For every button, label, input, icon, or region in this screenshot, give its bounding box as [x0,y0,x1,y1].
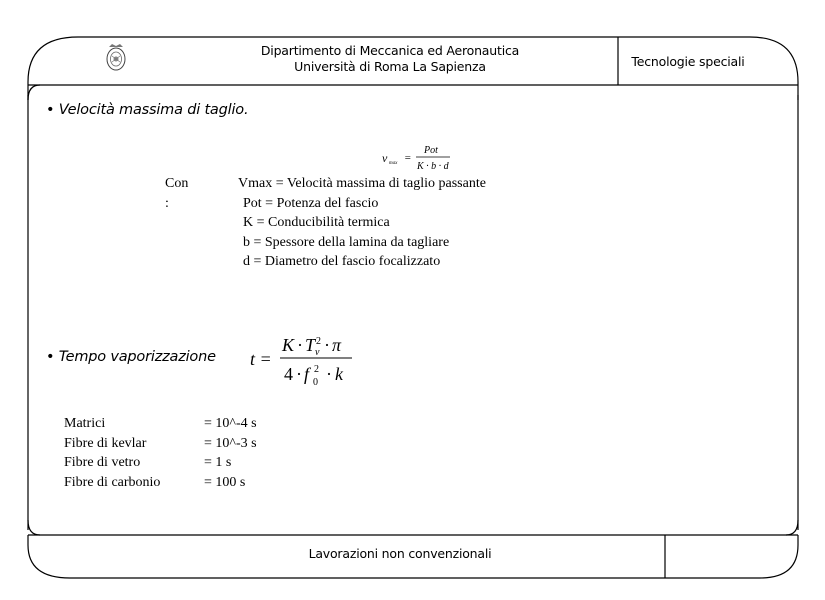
formula2-k: K [282,335,295,355]
formula-lhs: v [382,151,388,165]
formula2-f: f [304,364,310,384]
formula2-f-sup: 2 [314,364,319,375]
formula-lhs-sub: max [389,161,398,166]
formula2-lhs: t = [250,349,272,369]
formula2-t-sub: v [315,347,320,358]
material-name: Matrici [64,416,106,431]
definition-k: K = Conducibilità termica [243,215,390,230]
material-value: = 1 s [204,455,232,470]
department-name: Dipartimento di Meccanica ed Aeronautica [260,43,520,58]
formula2-f-sub: 0 [313,377,318,388]
max-speed-formula [378,140,468,176]
definitions-list [238,174,486,272]
vaporization-time-formula [248,330,368,390]
material-name: Fibre di kevlar [64,435,147,451]
definition-b: b = Spessore della lamina da tagliare [243,234,450,250]
svg-text:·: · [324,335,330,355]
header-title [230,43,550,75]
svg-text:·: · [326,364,332,384]
formula-numerator: Pot [424,145,438,156]
svg-text:=: = [404,152,412,164]
material-value: = 100 s [204,474,246,490]
definition-pot: Pot = Potenza del fascio [243,195,379,211]
svg-text:·: · [297,335,303,355]
material-name: Fibre di vetro [64,455,141,470]
formula-denominator: K · b · d [417,161,449,172]
con-label: Con : [165,176,189,211]
formula2-pi: π [332,335,342,355]
material-value: = 10^-4 s [204,416,257,431]
svg-text:·: · [296,364,302,384]
material-name: Fibre di carbonio [64,474,161,490]
bullet-max-cutting-speed: • Velocità massima di taglio. [46,102,249,118]
formula2-t: T [305,335,316,355]
definition-vmax: Vmax = Velocità massima di taglio passante [238,176,486,191]
footer-title: Lavorazioni non convenzionali [308,546,492,561]
formula2-k-den: k [335,364,343,384]
bullet-vaporization-time: • Tempo vaporizzazione [46,349,216,365]
formula2-t-sup: 2 [316,336,321,347]
university-name: Università di Roma La Sapienza [294,59,486,74]
definition-d: d = Diametro del fascio focalizzato [243,254,441,269]
course-name: Tecnologie speciali [631,54,745,69]
university-seal-icon [104,42,128,72]
formula2-4: 4 [284,364,293,384]
material-value: = 10^-3 s [204,435,257,451]
